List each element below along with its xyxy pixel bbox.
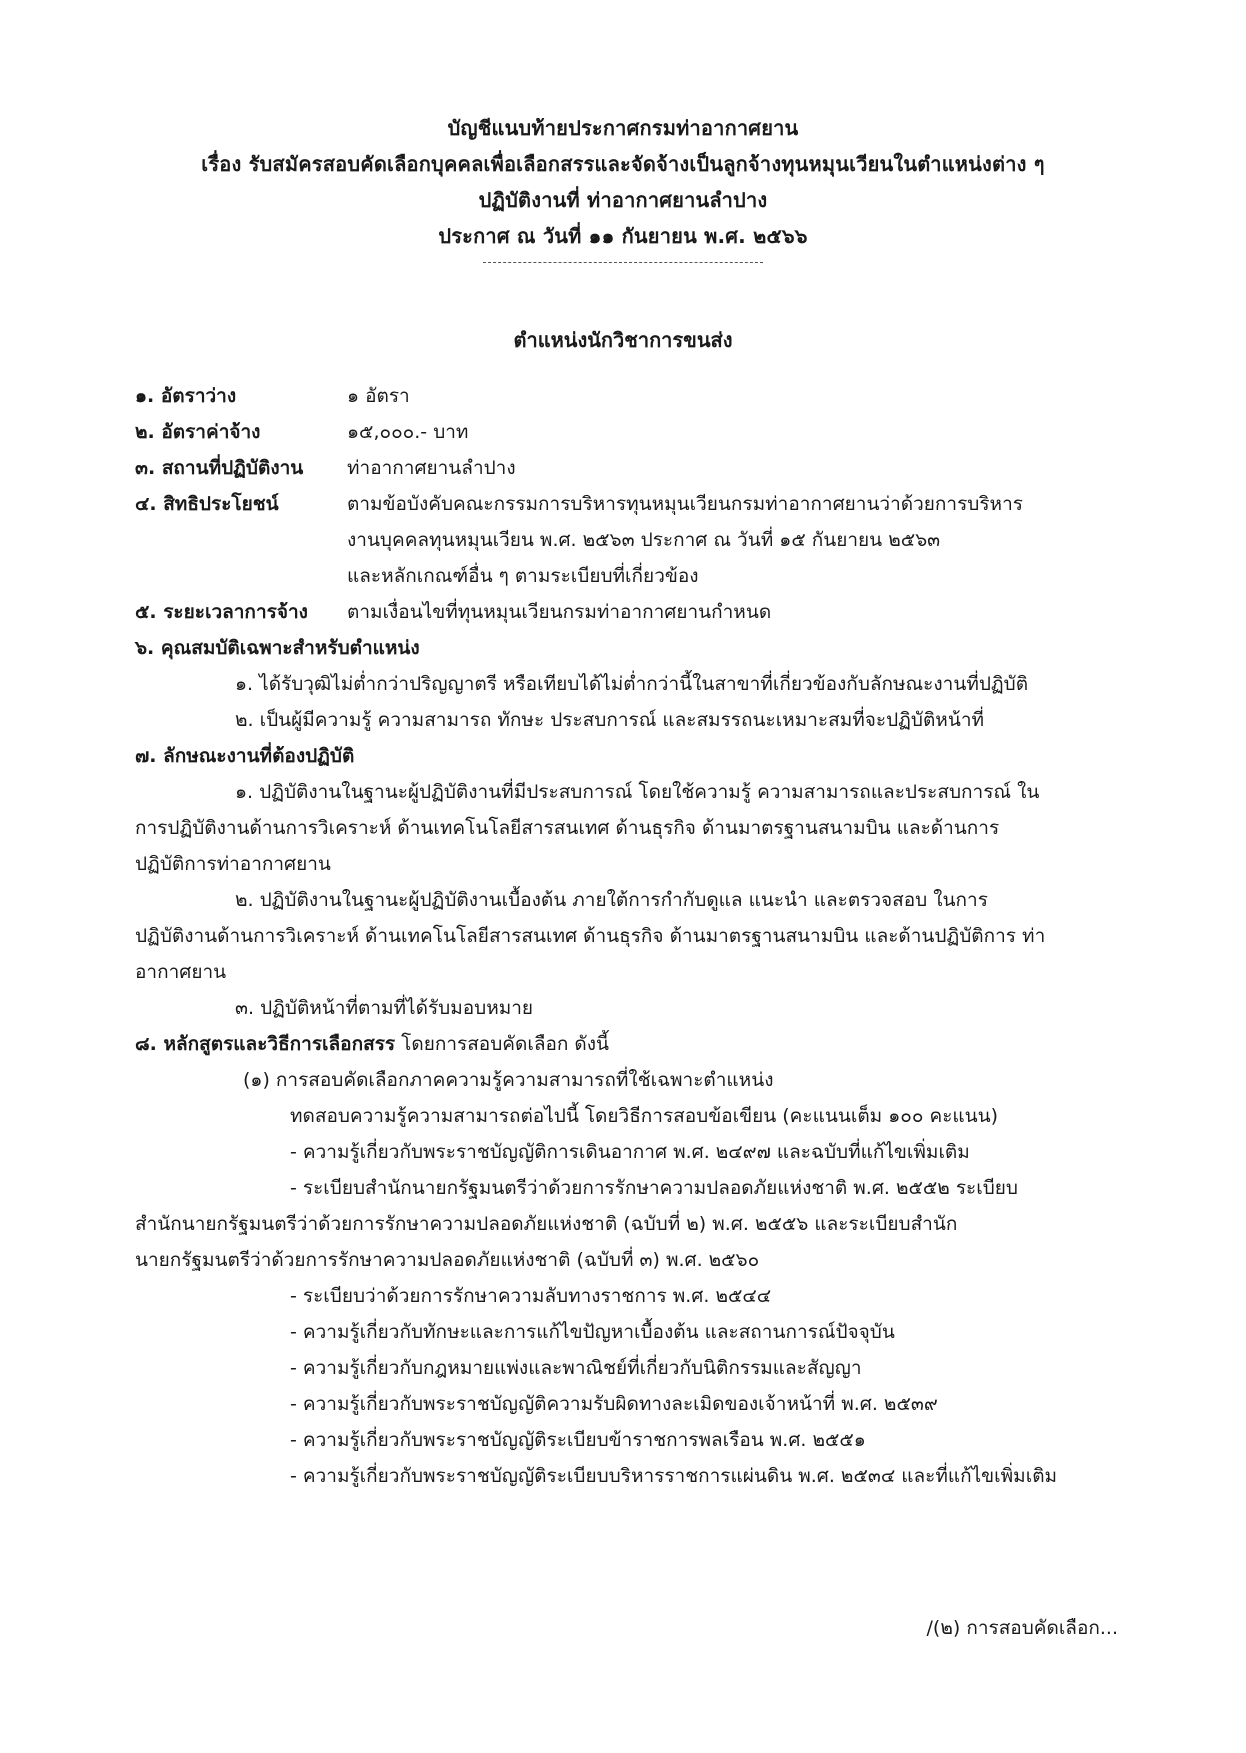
duty-item-continuation: ปฏิบัติงานด้านการวิเคราะห์ ด้านเทคโนโลยีสารสนเทศ ด้านธุรกิจ ด้านมาตรฐานสนามบิน และด้านปฏิบัติการ ท่า (135, 925, 1046, 947)
selection-intro: ทดสอบความรู้ความสามารถต่อไปนี้ โดยวิธีการสอบข้อเขียน (คะแนนเต็ม ๑๐๐ คะแนน) (290, 1105, 999, 1127)
field-label: ๕. ระยะเวลาการจ้าง (135, 601, 308, 623)
selection-heading-row (135, 1026, 1125, 1062)
field-row (135, 378, 1125, 414)
qualifications-heading: ๖. คุณสมบัติเฉพาะสำหรับตำแหน่ง (135, 637, 420, 659)
duty-item-continuation: ปฏิบัติการท่าอากาศยาน (135, 853, 331, 875)
selection-subheading: (๑) การสอบคัดเลือกภาคความรู้ความสามารถที่ใช้เฉพาะตำแหน่ง (243, 1069, 774, 1091)
field-value-line: และหลักเกณฑ์อื่น ๆ ตามระเบียบที่เกี่ยวข้อง (347, 565, 699, 587)
field-row (135, 486, 1125, 594)
exam-topic: - ระเบียบสำนักนายกรัฐมนตรีว่าด้วยการรักษาความปลอดภัยแห่งชาติ พ.ศ. ๒๕๕๒ ระเบียบ (290, 1177, 1018, 1199)
header-workplace: ปฏิบัติงานที่ ท่าอากาศยานลำปาง (478, 188, 768, 212)
field-label: ๔. สิทธิประโยชน์ (135, 493, 279, 515)
page-continuation-note: /(๒) การสอบคัดเลือก... (926, 1617, 1118, 1639)
field-value (347, 414, 1125, 450)
field-value-line: ท่าอากาศยานลำปาง (347, 457, 516, 479)
exam-topic: - ความรู้เกี่ยวกับพระราชบัญญัติความรับผิดทางละเมิดของเจ้าหน้าที่ พ.ศ. ๒๕๓๙ (290, 1393, 938, 1415)
duty-item-continuation: การปฏิบัติงานด้านการวิเคราะห์ ด้านเทคโนโลยีสารสนเทศ ด้านธุรกิจ ด้านมาตรฐานสนามบิน และด้านการ (135, 817, 1000, 839)
field-value-line: ตามข้อบังคับคณะกรรมการบริหารทุนหมุนเวียนกรมท่าอากาศยานว่าด้วยการบริหาร (347, 493, 1023, 515)
exam-topic-continuation: สำนักนายกรัฐมนตรีว่าด้วยการรักษาความปลอดภัยแห่งชาติ (ฉบับที่ ๒) พ.ศ. ๒๕๕๖ และระเบียบสำนัก (135, 1213, 958, 1235)
header-divider (483, 262, 763, 263)
duty-item-first-line: ๑. ปฏิบัติงานในฐานะผู้ปฏิบัติงานที่มีประสบการณ์ โดยใช้ความรู้ ความสามารถและประสบการณ์ ใน (235, 781, 1040, 803)
field-row (135, 414, 1125, 450)
selection-heading-suffix: โดยการสอบคัดเลือก ดังนี้ (401, 1033, 610, 1055)
position-title: ตำแหน่งนักวิชาการขนส่ง (513, 328, 733, 352)
document-body (135, 378, 1125, 1494)
field-label: ๓. สถานที่ปฏิบัติงาน (135, 457, 304, 479)
field-value-line: งานบุคคลทุนหมุนเวียน พ.ศ. ๒๕๖๓ ประกาศ ณ วันที่ ๑๕ กันยายน ๒๕๖๓ (347, 529, 941, 551)
qualification-item: ๑. ได้รับวุฒิไม่ต่ำกว่าปริญญาตรี หรือเทียบได้ไม่ต่ำกว่านี้ในสาขาที่เกี่ยวข้องกับลักษณะงานที่ปฏิบัติ (235, 673, 1029, 695)
duty-item-continuation: อากาศยาน (135, 961, 227, 983)
duty-item-first-line: ๒. ปฏิบัติงานในฐานะผู้ปฏิบัติงานเบื้องต้น ภายใต้การกำกับดูแล แนะนำ และตรวจสอบ ในการ (235, 889, 988, 911)
duty-item-first-line: ๓. ปฏิบัติหน้าที่ตามที่ได้รับมอบหมาย (235, 997, 534, 1019)
exam-topic: - ความรู้เกี่ยวกับกฎหมายแพ่งและพาณิชย์ที่เกี่ยวกับนิติกรรมและสัญญา (290, 1357, 862, 1379)
field-value (347, 450, 1125, 486)
duties-heading: ๗. ลักษณะงานที่ต้องปฏิบัติ (135, 745, 355, 767)
header-date: ประกาศ ณ วันที่ ๑๑ กันยายน พ.ศ. ๒๕๖๖ (438, 224, 808, 248)
field-label: ๒. อัตราค่าจ้าง (135, 421, 261, 443)
exam-topic: - ความรู้เกี่ยวกับพระราชบัญญัติการเดินอากาศ พ.ศ. ๒๔๙๗ และฉบับที่แก้ไขเพิ่มเติม (290, 1141, 970, 1163)
field-row (135, 594, 1125, 630)
field-row (135, 450, 1125, 486)
field-value (347, 486, 1125, 594)
header-title: บัญชีแนบท้ายประกาศกรมท่าอากาศยาน (447, 116, 799, 140)
field-value (347, 378, 1125, 414)
field-value-line: ๑๕,๐๐๐.- บาท (347, 421, 469, 443)
exam-topic-continuation: นายกรัฐมนตรีว่าด้วยการรักษาความปลอดภัยแห่งชาติ (ฉบับที่ ๓) พ.ศ. ๒๕๖๐ (135, 1249, 760, 1271)
document-header (0, 110, 1246, 263)
exam-topic: - ความรู้เกี่ยวกับพระราชบัญญัติระเบียบบริหารราชการแผ่นดิน พ.ศ. ๒๕๓๔ และที่แก้ไขเพิ่มเติม (290, 1465, 1058, 1487)
field-value (347, 594, 1125, 630)
exam-topic: - ความรู้เกี่ยวกับทักษะและการแก้ไขปัญหาเบื้องต้น และสถานการณ์ปัจจุบัน (290, 1321, 895, 1343)
field-value-line: ตามเงื่อนไขที่ทุนหมุนเวียนกรมท่าอากาศยานกำหนด (347, 601, 772, 623)
selection-heading: ๘. หลักสูตรและวิธีการเลือกสรร (135, 1033, 396, 1055)
exam-topic: - ความรู้เกี่ยวกับพระราชบัญญัติระเบียบข้าราชการพลเรือน พ.ศ. ๒๕๕๑ (290, 1429, 866, 1451)
field-label: ๑. อัตราว่าง (135, 385, 237, 407)
header-subject: เรื่อง รับสมัครสอบคัดเลือกบุคคลเพื่อเลือกสรรและจัดจ้างเป็นลูกจ้างทุนหมุนเวียนในตำแหน่งต่าง ๆ (201, 152, 1045, 176)
qualification-item: ๒. เป็นผู้มีความรู้ ความสามารถ ทักษะ ประสบการณ์ และสมรรถนะเหมาะสมที่จะปฏิบัติหน้าที่ (235, 709, 985, 731)
field-value-line: ๑ อัตรา (347, 385, 410, 407)
exam-topic: - ระเบียบว่าด้วยการรักษาความลับทางราชการ พ.ศ. ๒๕๔๔ (290, 1285, 772, 1307)
